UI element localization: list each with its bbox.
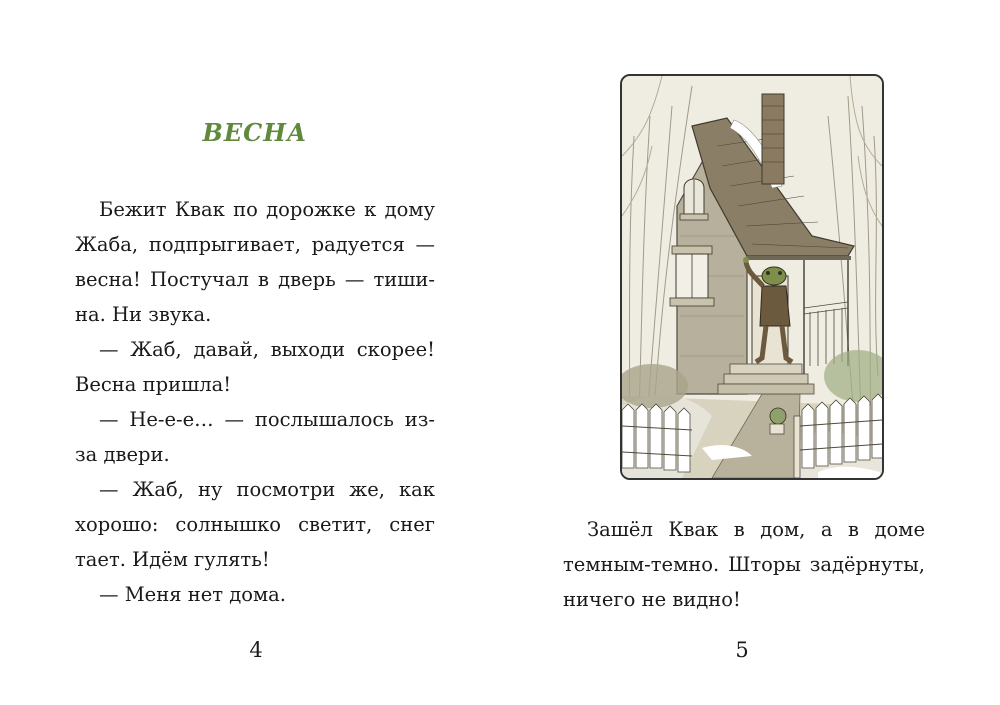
page-number: 5 (735, 638, 749, 662)
text-line: — Не-е-е… — послышалось из- (99, 408, 435, 431)
text-line: Бежит Квак по дорожке к дому (99, 198, 435, 221)
text-line: за двери. (75, 443, 170, 466)
text-line: — Жаб, давай, выходи скорее! (99, 338, 435, 361)
house-illustration (620, 74, 884, 480)
left-page-text (75, 192, 435, 612)
text-line: — Меня нет дома. (99, 583, 286, 606)
page-number: 4 (249, 638, 263, 662)
text-line: Весна пришла! (75, 373, 232, 396)
chapter-title: ВЕСНА (202, 118, 308, 147)
text-line: хорошо: солнышко светит, снег (75, 513, 435, 536)
text-line: Жаба, подпрыгивает, радуется — (75, 233, 435, 256)
text-line: тает. Идём гулять! (75, 548, 270, 571)
text-line: весна! Постучал в дверь — тиши- (75, 268, 435, 291)
right-page-text (563, 512, 925, 617)
text-line: ничего не видно! (563, 588, 741, 611)
text-line: Зашёл Квак в дом, а в доме (587, 518, 925, 541)
right-page (500, 0, 1000, 705)
text-line: на. Ни звука. (75, 303, 212, 326)
text-line: — Жаб, ну посмотри же, как (99, 478, 435, 501)
text-line: темным-темно. Шторы задёрнуты, (563, 553, 925, 576)
